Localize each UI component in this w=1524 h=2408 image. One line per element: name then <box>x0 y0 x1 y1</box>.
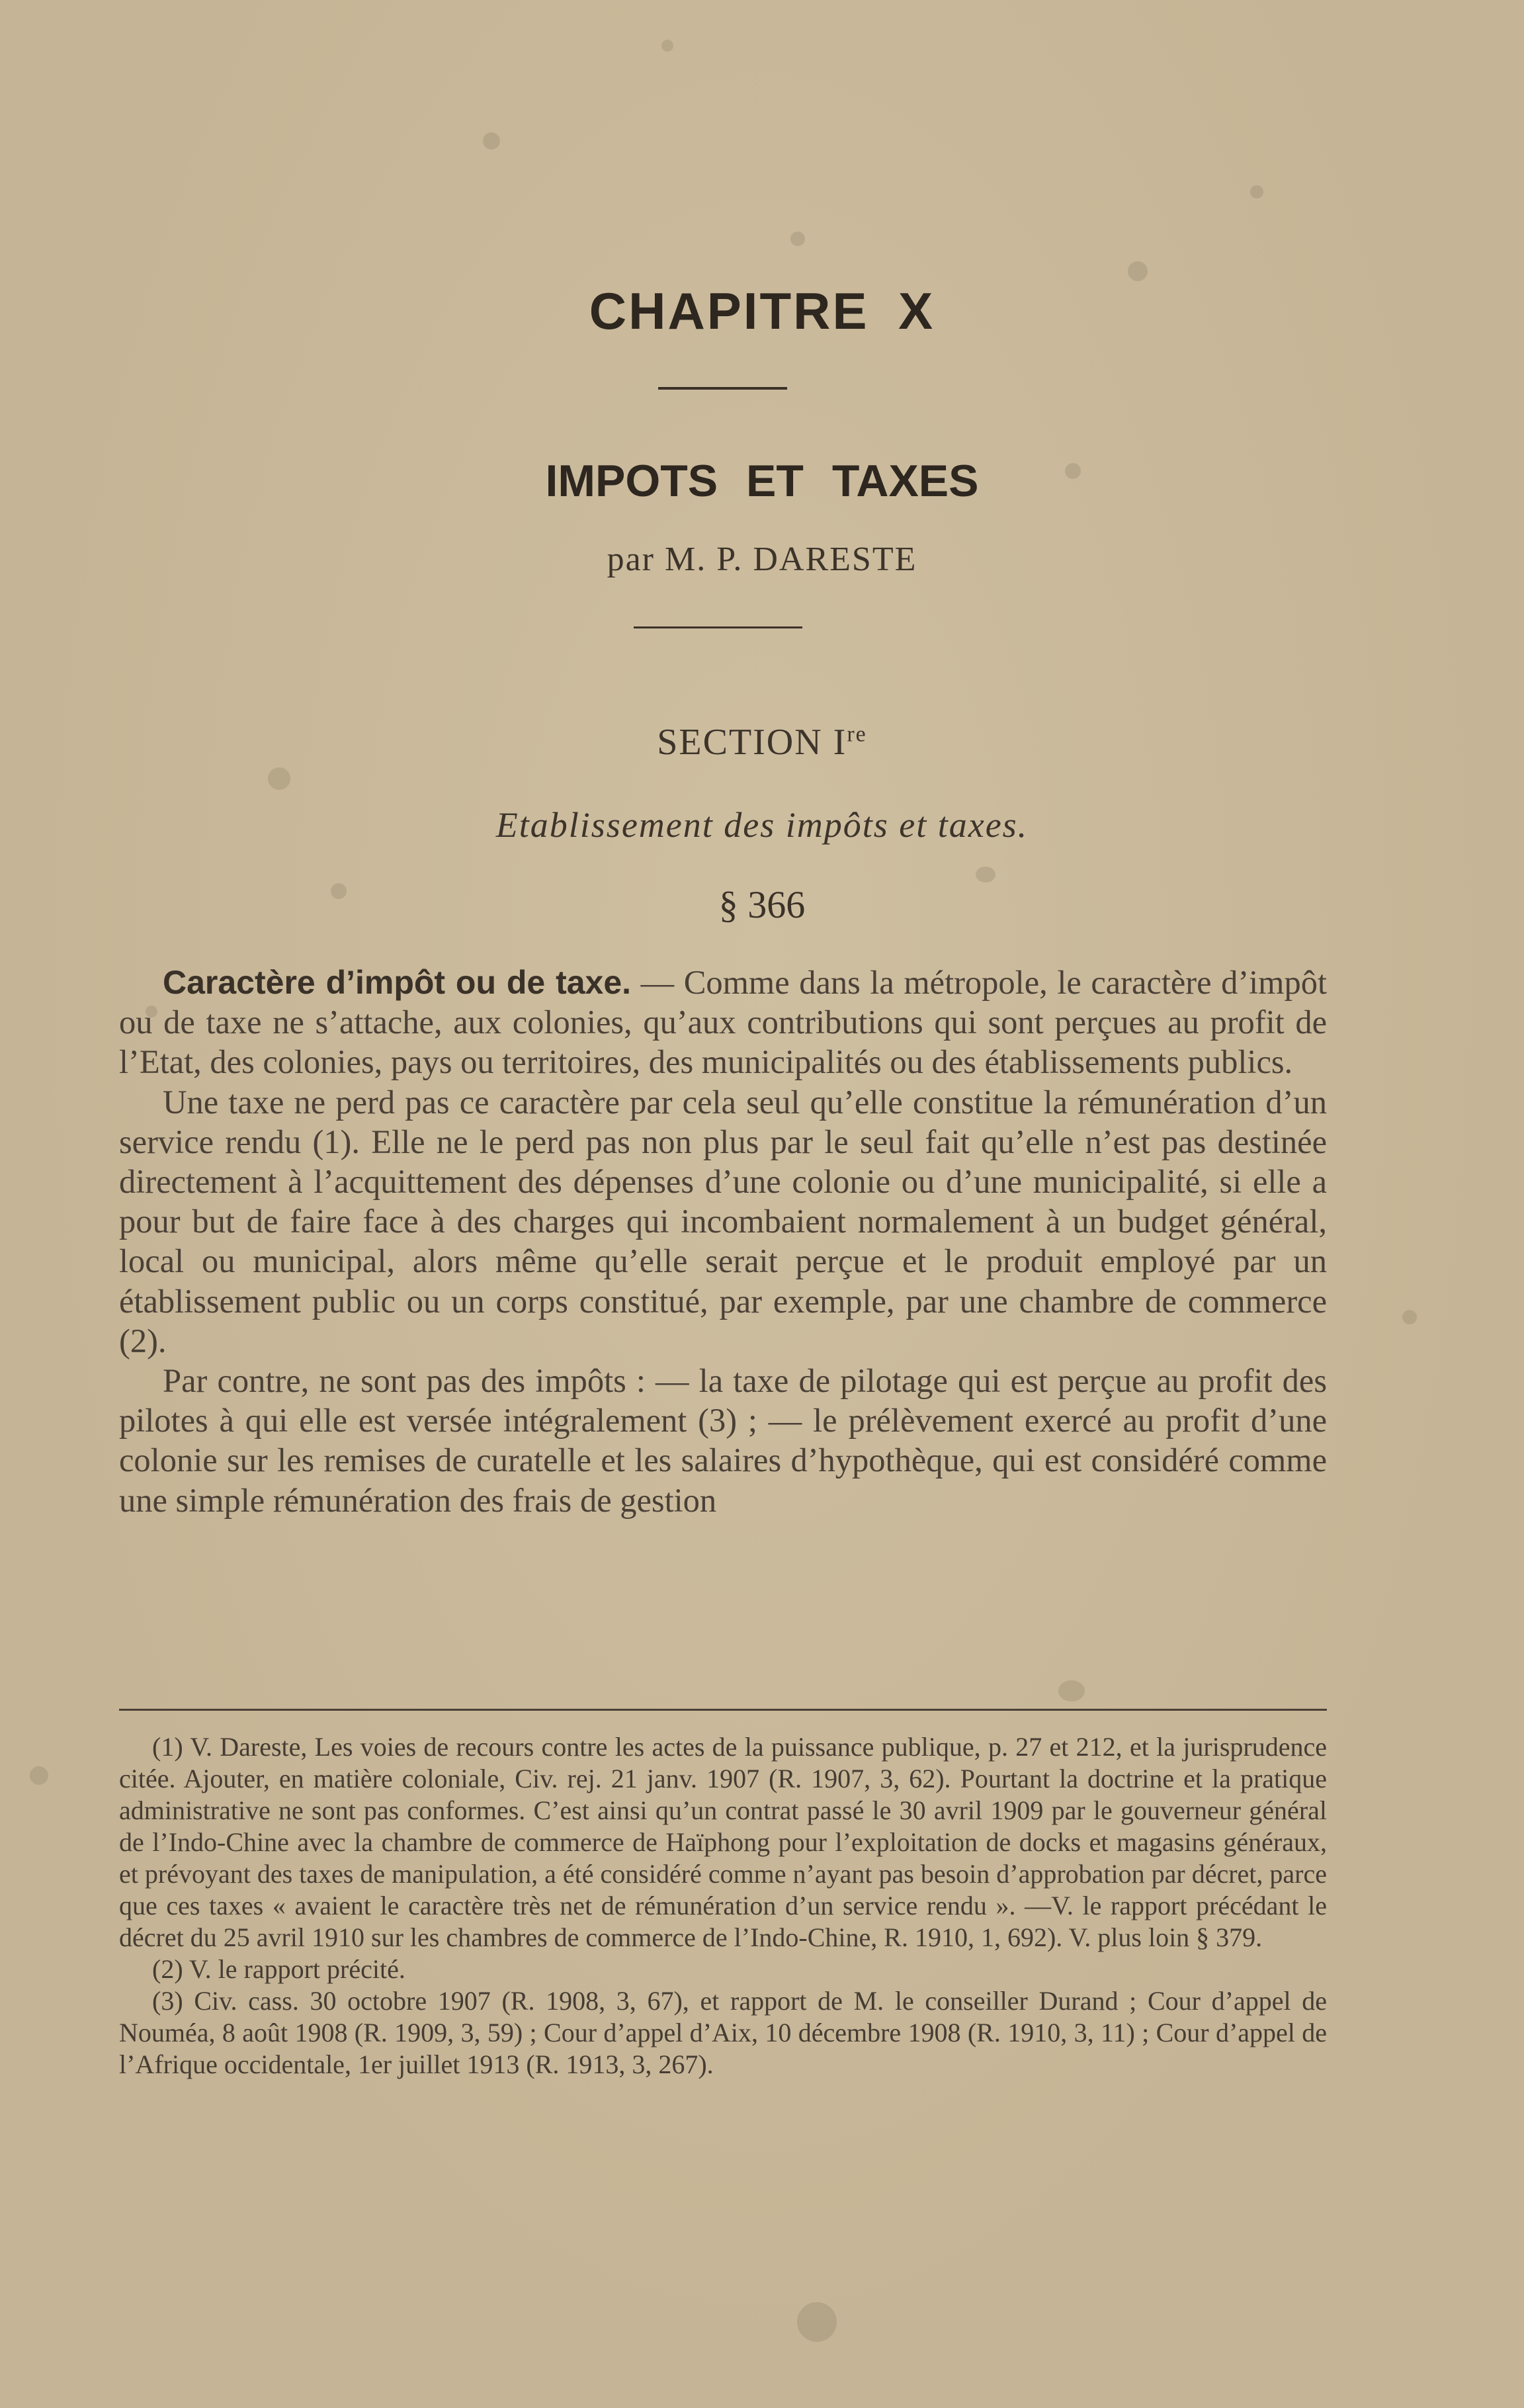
title-rule <box>634 626 802 628</box>
section-heading <box>0 721 1524 763</box>
footnote-divider <box>119 1709 1327 1711</box>
body-paragraph <box>119 963 1327 1082</box>
body-paragraph: Par contre, ne sont pas des impôts : — la taxe de pilotage qui est perçue au profit des pilotes à qui elle est versée intégralement (3) ; — le prélèvement exercé au profit d’une colonie sur les remises de curatelle et les salaires d’hypothèque, qui est considéré comme une simple rémunération des frais de gestion <box>119 1362 1327 1519</box>
chapter-title: IMPOTS ET TAXES <box>545 456 979 506</box>
footnotes <box>119 1731 1327 2081</box>
chapter-rule <box>658 387 787 390</box>
section-label: SECTION I <box>657 722 847 763</box>
body-text <box>119 963 1327 1520</box>
footnote: (2) V. le rapport précité. <box>152 1954 405 1984</box>
author-line: par M. P. DARESTE <box>607 540 917 578</box>
paragraph-number: § 366 <box>718 883 806 926</box>
section-ordinal: re <box>847 722 867 747</box>
body-paragraph: Une taxe ne perd pas ce caractère par cela seul qu’elle constitue la rémunération d’un service rendu (1). Elle ne le perd pas non plus par le seul fait qu’elle n’est pas destinée directement à l’acquittement des dépenses d’une colonie ou d’une municipalité, si elle a pour but de faire face à des charges qui incombaient normalement à un budget général, local ou municipal, alors même qu’elle serait perçue et le produit employé par un établissement public ou un corps constitué, par exemple, par une chambre de commerce (2). <box>119 1083 1327 1359</box>
section-subtitle: Etablissement des impôts et taxes. <box>495 805 1029 845</box>
footnote: (3) Civ. cass. 30 octobre 1907 (R. 1908, 3, 67), et rapport de M. le conseiller Durand ; Cour d’appel de Nouméa, 8 août 1908 (R. 1909, 3, 59) ; Cour d’appel d’Aix, 10 décembre 1908 (R. 1910, 3, 11) ; Cour d’appel de l’Afrique occidentale, 1er juillet 1913 (R. 1913, 3, 267). <box>119 1986 1327 2079</box>
paragraph-text: — Comme dans la métropole, le caractère d’impôt ou de taxe ne s’attache, aux colonies, qu’aux contributions qui sont perçues au profit de l’Etat, des colonies, pays ou territoires, des municipalités ou des établissements publics. <box>119 964 1327 1081</box>
chapter-heading: CHAPITRE X <box>589 282 935 340</box>
paragraph-lead: Caractère d’impôt ou de taxe. <box>163 964 632 1001</box>
footnote: (1) V. Dareste, Les voies de recours contre les actes de la puissance publique, p. 27 et 212, et la jurisprudence citée. Ajouter, en matière coloniale, Civ. rej. 21 janv. 1907 (R. 1907, 3, 62). Pourtant la doctrine et la pratique administrative ne sont pas conformes. C’est ainsi qu’un contrat passé le 30 avril 1909 par le gouverneur général de l’Indo-Chine avec la chambre de commerce de Haïphong pour l’exploitation de docks et magasins généraux, et prévoyant des taxes de manipulation, a été considéré comme n’ayant pas besoin d’approbation par décret, parce que ces taxes « avaient le caractère très net de rémunération d’un service rendu ». —V. le rapport précédant le décret du 25 avril 1910 sur les chambres de commerce de l’Indo-Chine, R. 1910, 1, 692). V. plus loin § 379. <box>119 1732 1327 1952</box>
